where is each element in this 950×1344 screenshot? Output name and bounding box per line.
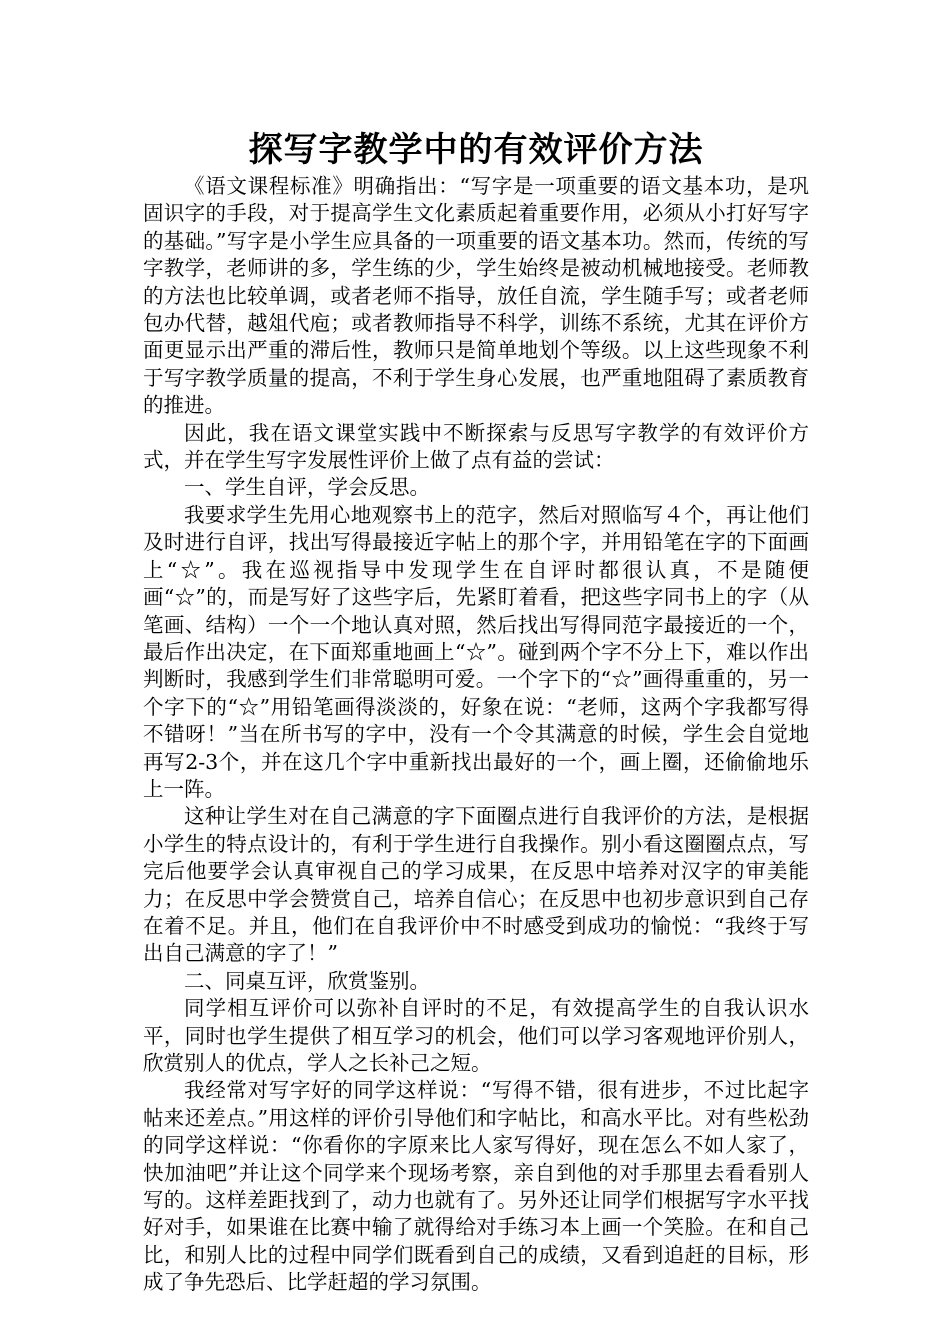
- document-body: [143, 173, 809, 1297]
- paragraph-peer-evaluation-examples: 我经常对写字好的同学这样说：“写得不错，很有进步，不过比起字帖来还差点。”用这样的评价引导他们和字帖比，和高水平比。对有些松劲的同学这样说：“你看你的字原来比人家写得好，现在怎么不如人家了，快加油吧”并让这个同学来个现场考察，亲自到他的对手那里去看看别人写的。这样差距找到了，动力也就有了。另外还让同学们根据写字水平找好对手，如果谁在比赛中输了就得给对手练习本上画一个笑脸。在和自己比，和别人比的过程中同学们既看到自己的成绩，又看到追赶的目标，形成了争先恐后、比学赶超的学习氛围。: [143, 1078, 809, 1295]
- section-heading-self-evaluation: 一、学生自评，学会反思。: [184, 475, 430, 500]
- section-heading-peer-evaluation: 二、同桌互评，欣赏鉴别。: [184, 968, 430, 993]
- paragraph-self-evaluation: 我要求学生先用心地观察书上的范字，然后对照临写４个，再让他们及时进行自评，找出写得最接近字帖上的那个字，并用铅笔在字的下面画上“☆”。我在巡视指导中发现学生在自评时都很认真，不是随便画“☆”的，而是写好了这些字后，先紧盯着看，把这些字同书上的字（从笔画、结构）一个一个地认真对照，然后找出写得同范字最接近的一个，最后作出决定，在下面郑重地画上“☆”。碰到两个字不分上下，难以作出判断时，我感到学生们非常聪明可爱。一个字下的“☆”画得重重的，另一个字下的“☆”用铅笔画得淡淡的，好象在说：“老师，这两个字我都写得不错呀！”当在所书写的字中，没有一个令其满意的时候，学生会自觉地再写2-3个，并在这几个字中重新找出最好的一个，画上圈，还偷偷地乐上一阵。: [143, 502, 809, 801]
- paragraph-intro: 《语文课程标准》明确指出：“写字是一项重要的语文基本功，是巩固识字的手段，对于提高学生文化素质起着重要作用，必须从小打好写字的基础。”写字是小学生应具备的一项重要的语文基本功。然而，传统的写字教学，老师讲的多，学生练的少，学生始终是被动机械地接受。老师教的方法也比较单调，或者老师不指导，放任自流，学生随手写；或者老师包办代替，越俎代庖；或者教师指导不科学，训练不系统，尤其在评价方面更显示出严重的滞后性，教师只是简单地划个等级。以上这些现象不利于写字教学质量的提高，不利于学生身心发展，也严重地阻碍了素质教育的推进。: [143, 174, 809, 418]
- paragraph-peer-evaluation: 同学相互评价可以弥补自评时的不足，有效提高学生的自我认识水平，同时也学生提供了相互学习的机会，他们可以学习客观地评价别人，欣赏别人的优点，学人之长补己之短。: [143, 996, 809, 1075]
- paragraph-self-evaluation-benefits: 这种让学生对在自己满意的字下面圈点进行自我评价的方法，是根据小学生的特点设计的，有利于学生进行自我操作。别小看这圈圈点点，写完后他要学会认真审视自己的学习成果，在反思中培养对汉字的审美能力；在反思中学会赞赏自己，培养自信心；在反思中也初步意识到自己存在着不足。并且，他们在自我评价中不时感受到成功的愉悦：“我终于写出自己满意的字了！”: [143, 804, 809, 966]
- document-title: 探写字教学中的有效评价方法: [248, 130, 704, 170]
- paragraph-exploration: 因此，我在语文课堂实践中不断探索与反思写字教学的有效评价方式，并在学生写字发展性评价上做了点有益的尝试：: [143, 420, 809, 473]
